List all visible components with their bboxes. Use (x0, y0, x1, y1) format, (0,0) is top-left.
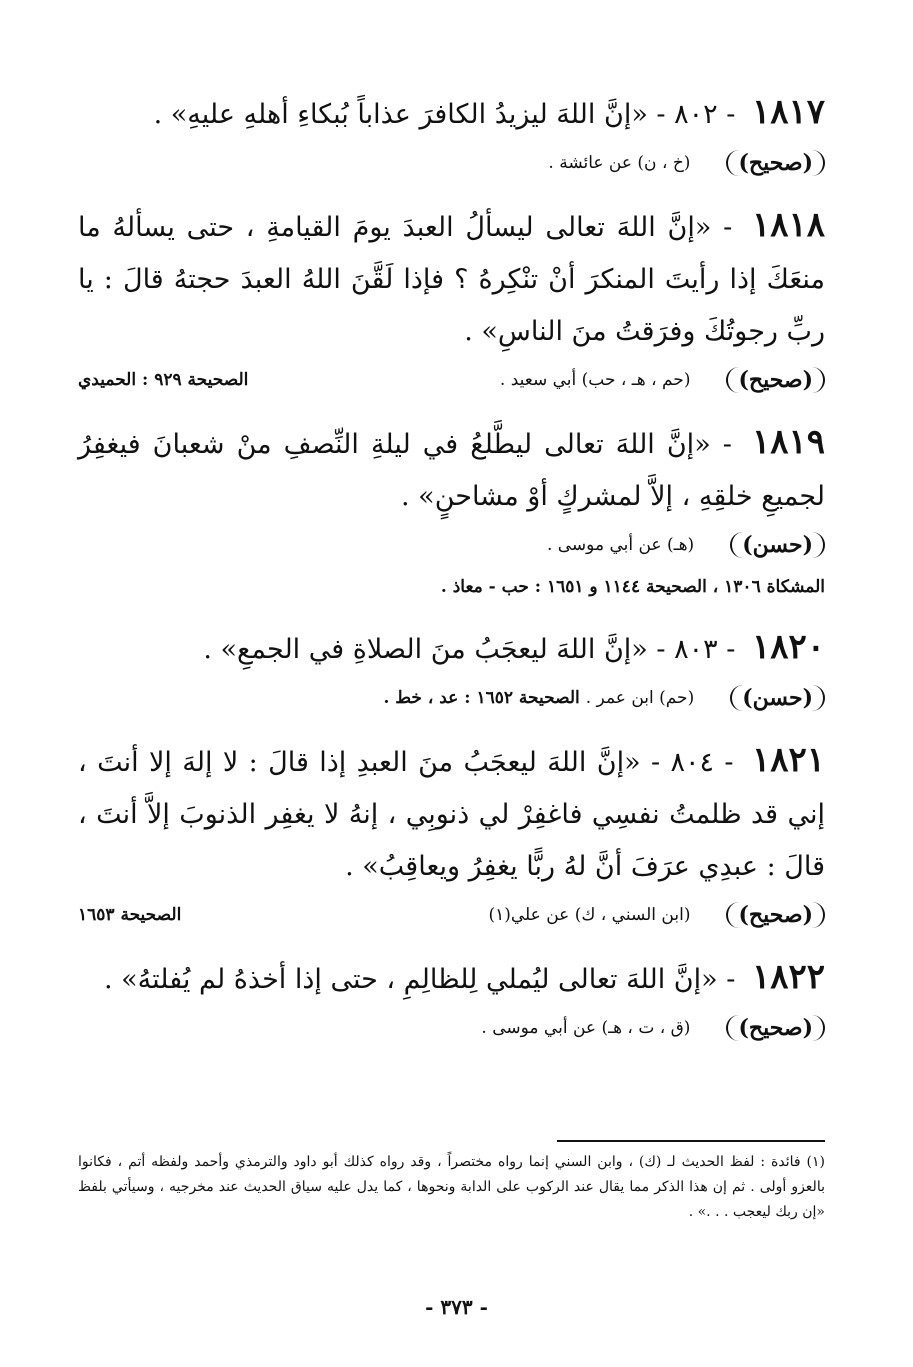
hadith-entry (78, 86, 825, 185)
page-number: - ٣٧٣ - (425, 1295, 488, 1319)
hadith-text: - ٨٠٢ - «إنَّ اللهَ ليزيدُ الكافرَ عذاباً بُبكاءِ أهلهِ عليهِ» . (153, 99, 736, 130)
hadith-entry (78, 951, 825, 1050)
source-line (78, 523, 825, 567)
source-line (78, 141, 825, 185)
grade-label: (صحيح) (726, 902, 825, 928)
hadith-text: - ٨٠٤ - «إنَّ اللهَ ليعجَبُ منَ العبدِ إذا قالَ : لا إلهَ إلا أنتَ ، إني قد ظلمتُ نفسِي فاغفِرْ لي ذنوبِي ، إنهُ لا يغفِر الذنوبَ إلاَّ أنتَ ، قالَ : عبدِي عرَفَ أنَّ لهُ ربًّا يغفِرُ ويعاقِبُ» . (78, 747, 825, 882)
hadith-entry (78, 621, 825, 720)
hadith-entry (78, 416, 825, 607)
reference-note: الصحيحة ١٦٥٣ (78, 905, 182, 925)
hadith-text: - «إنَّ اللهَ تعالى ليطَّلعُ في ليلةِ النِّصفِ منْ شعبانَ فيغفِرُ لجميعِ خلقِهِ ، إلاَّ لمشركٍ أوْ مشاحنٍ» . (78, 429, 825, 512)
hadith-text-block (78, 734, 825, 893)
grade-label: (صحيح) (726, 1015, 825, 1041)
source-reference: (حم ، هـ ، حب) أبي سعيد . (499, 370, 691, 390)
source-reference: (خ ، ن) عن عائشة . (548, 153, 691, 173)
hadith-number: ١٨١٨ (751, 205, 825, 245)
reference-note: الصحيحة ٩٢٩ : الحميدي (78, 370, 249, 390)
source-reference: (هـ) عن أبي موسى . (546, 535, 695, 555)
grade-label: (حسن) (730, 685, 825, 711)
reference-note: المشكاة ١٣٠٦ ، الصحيحة ١١٤٤ و ١٦٥١ : حب - معاذ . (440, 577, 825, 597)
source-line (78, 1006, 825, 1050)
hadith-text-block (78, 621, 825, 676)
hadith-entry (78, 734, 825, 937)
hadith-entry (78, 199, 825, 402)
hadith-number: ١٨١٩ (751, 422, 825, 462)
source-reference: (ق ، ت ، هـ) عن أبي موسى . (481, 1018, 691, 1038)
grade-label: (حسن) (730, 532, 825, 558)
hadith-text: - «إنَّ اللهَ تعالى ليسألُ العبدَ يومَ القيامةِ ، حتى يسألهُ ما منعَكَ إذا رأيتَ المنكرَ أنْ تنْكِرهُ ؟ فإذا لَقَّنَ اللهُ العبدَ حجتهُ قالَ : يا ربِّ رجوتُكَ وفرَقتُ منَ الناسِ» . (78, 212, 825, 347)
footnote-divider (557, 1140, 825, 1142)
source-line (78, 676, 825, 720)
grade-label: (صحيح) (726, 367, 825, 393)
hadith-number: ١٨٢٢ (751, 957, 825, 997)
hadith-text: - «إنَّ اللهَ تعالى ليُملي لِلظالِمِ ، حتى إذا أخذهُ لم يُفلتهُ» . (103, 964, 736, 995)
footnote: (١) فائدة : لفظ الحديث لـ (ك) ، وابن السني إنما رواه مختصراً ، وقد رواه كذلك أبو داود والترمذي وأحمد ولفظه أتم ، فكانوا بالعزو أولى . ثم إن هذا الذكر مما يقال عند الركوب على الدابة ونحوها ، كما يدل عليه سياق الحديث عند مخرجيه ، وسيأتي بلفظ «إن ربك ليعجب . . .» . (78, 1154, 825, 1220)
source-reference: (حم) ابن عمر . (585, 688, 695, 708)
hadith-text-block (78, 199, 825, 358)
hadith-number: ١٨٢١ (751, 740, 825, 780)
hadith-number: ١٨٢٠ (751, 627, 825, 667)
hadith-text-block (78, 86, 825, 141)
source-line (78, 358, 825, 402)
hadith-text: - ٨٠٣ - «إنَّ اللهَ ليعجَبُ منَ الصلاةِ في الجمعِ» . (203, 634, 736, 665)
reference-note: الصحيحة ١٦٥٢ : عد ، خط . (383, 688, 580, 708)
source-reference: (ابن السني ، ك) عن علي(١) (488, 905, 691, 925)
hadith-number: ١٨١٧ (751, 92, 825, 132)
source-line (78, 893, 825, 937)
grade-label: (صحيح) (726, 150, 825, 176)
hadith-text-block (78, 951, 825, 1006)
hadith-text-block (78, 416, 825, 523)
